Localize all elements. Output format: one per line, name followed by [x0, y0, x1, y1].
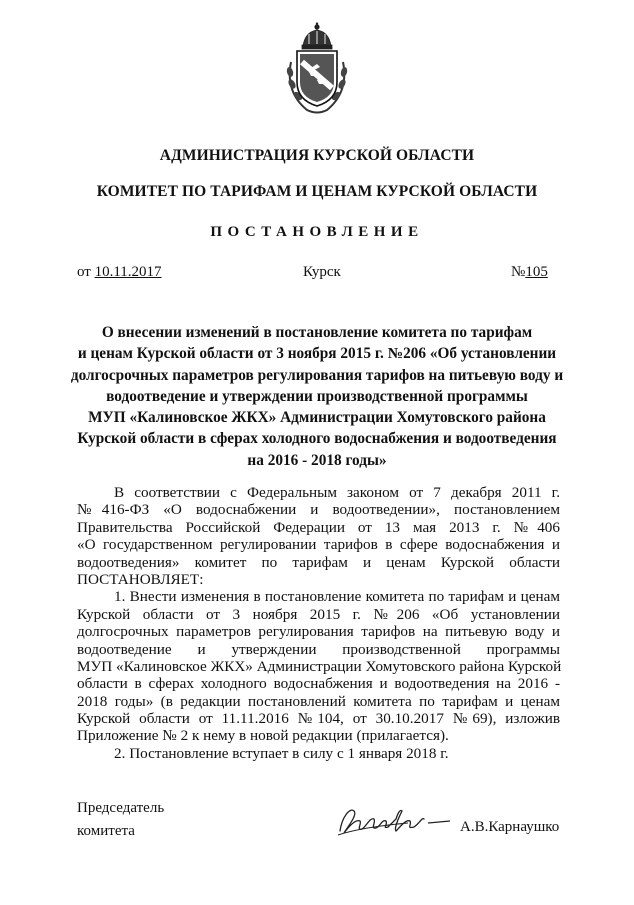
organization-name: АДМИНИСТРАЦИЯ КУРСКОЙ ОБЛАСТИ [159, 147, 475, 164]
position-line: комитета [77, 823, 135, 839]
body-line: водоотведение и утверждении производственной программы [77, 640, 560, 658]
signatory-position [77, 797, 164, 843]
number-value: 105 [525, 264, 548, 280]
coat-of-arms-icon [281, 22, 353, 118]
body-line: 2. Постановление вступает в силу с 1 января 2018 г. [114, 744, 449, 762]
body-line: Правительства Российской Федерации от 13 мая 2013 г. №406 [77, 518, 560, 536]
body-line: Курской области от 11.11.2016 №104, от 30.10.2017 №69), изложив [77, 710, 560, 728]
title-line: на 2016 - 2018 годы» [247, 451, 387, 469]
date-prefix: от [77, 264, 95, 280]
document-type: ПОСТАНОВЛЕНИЕ [210, 224, 424, 240]
committee-name: КОМИТЕТ ПО ТАРИФАМ И ЦЕНАМ КУРСКОЙ ОБЛАСТИ [96, 183, 538, 200]
title-line: долгосрочных параметров регулирования тарифов на питьевую воду и [70, 366, 564, 384]
body-line: №416-ФЗ «О водоснабжении и водоотведении», постановлением [77, 501, 560, 519]
body-line: ПОСТАНОВЛЯЕТ: [77, 570, 204, 588]
body-line: «О государственном регулировании тарифов в сфере водоснабжения и [77, 536, 560, 554]
body-line: области в сферах холодного водоснабжения и водоотведения на 2016 - [77, 675, 560, 693]
body-line: Курской области от 3 ноября 2015 г. №206 «Об установлении [77, 605, 560, 623]
title-line: водоотведение и утверждении производственной программы [106, 387, 528, 405]
body-line: МУП «Калиновское ЖКХ» Администрации Хомутовского района Курской [77, 657, 562, 675]
body-line: долгосрочных параметров регулирования тарифов на питьевую воду и [77, 623, 560, 641]
body-line: водоотведения» комитет по тарифам и ценам Курской области [77, 553, 560, 571]
number-prefix: № [511, 264, 526, 280]
date-value: 10.11.2017 [94, 264, 162, 280]
signatory-name: А.В.Карнаушко [460, 819, 560, 835]
body-line: 2018 годы» (в редакции постановлений комитета по тарифам и ценам [77, 692, 560, 710]
title-line: МУП «Калиновское ЖКХ» Администрации Хомутовского района [88, 409, 546, 427]
body-line: Приложение № 2 к нему в новой редакции (прилагается). [77, 727, 449, 745]
position-line: Председатель [77, 800, 165, 816]
title-line: и ценам Курской области от 3 ноября 2015 г. №206 «Об установлении [77, 345, 557, 363]
body-line: В соответствии с Федеральным законом от 7 декабря 2011 г. [114, 484, 560, 501]
title-line: О внесении изменений в постановление комитета по тарифам [101, 324, 533, 341]
title-line: Курской области в сферах холодного водоснабжения и водоотведения [77, 430, 557, 448]
document-number [511, 264, 548, 281]
document-title [60, 322, 574, 471]
body-line: 1. Внести изменения в постановление комитета по тарифам и ценам [114, 588, 560, 606]
document-city: Курск [303, 264, 341, 280]
document-date [77, 264, 162, 281]
document-body [77, 484, 560, 762]
handwritten-signature [336, 799, 454, 843]
